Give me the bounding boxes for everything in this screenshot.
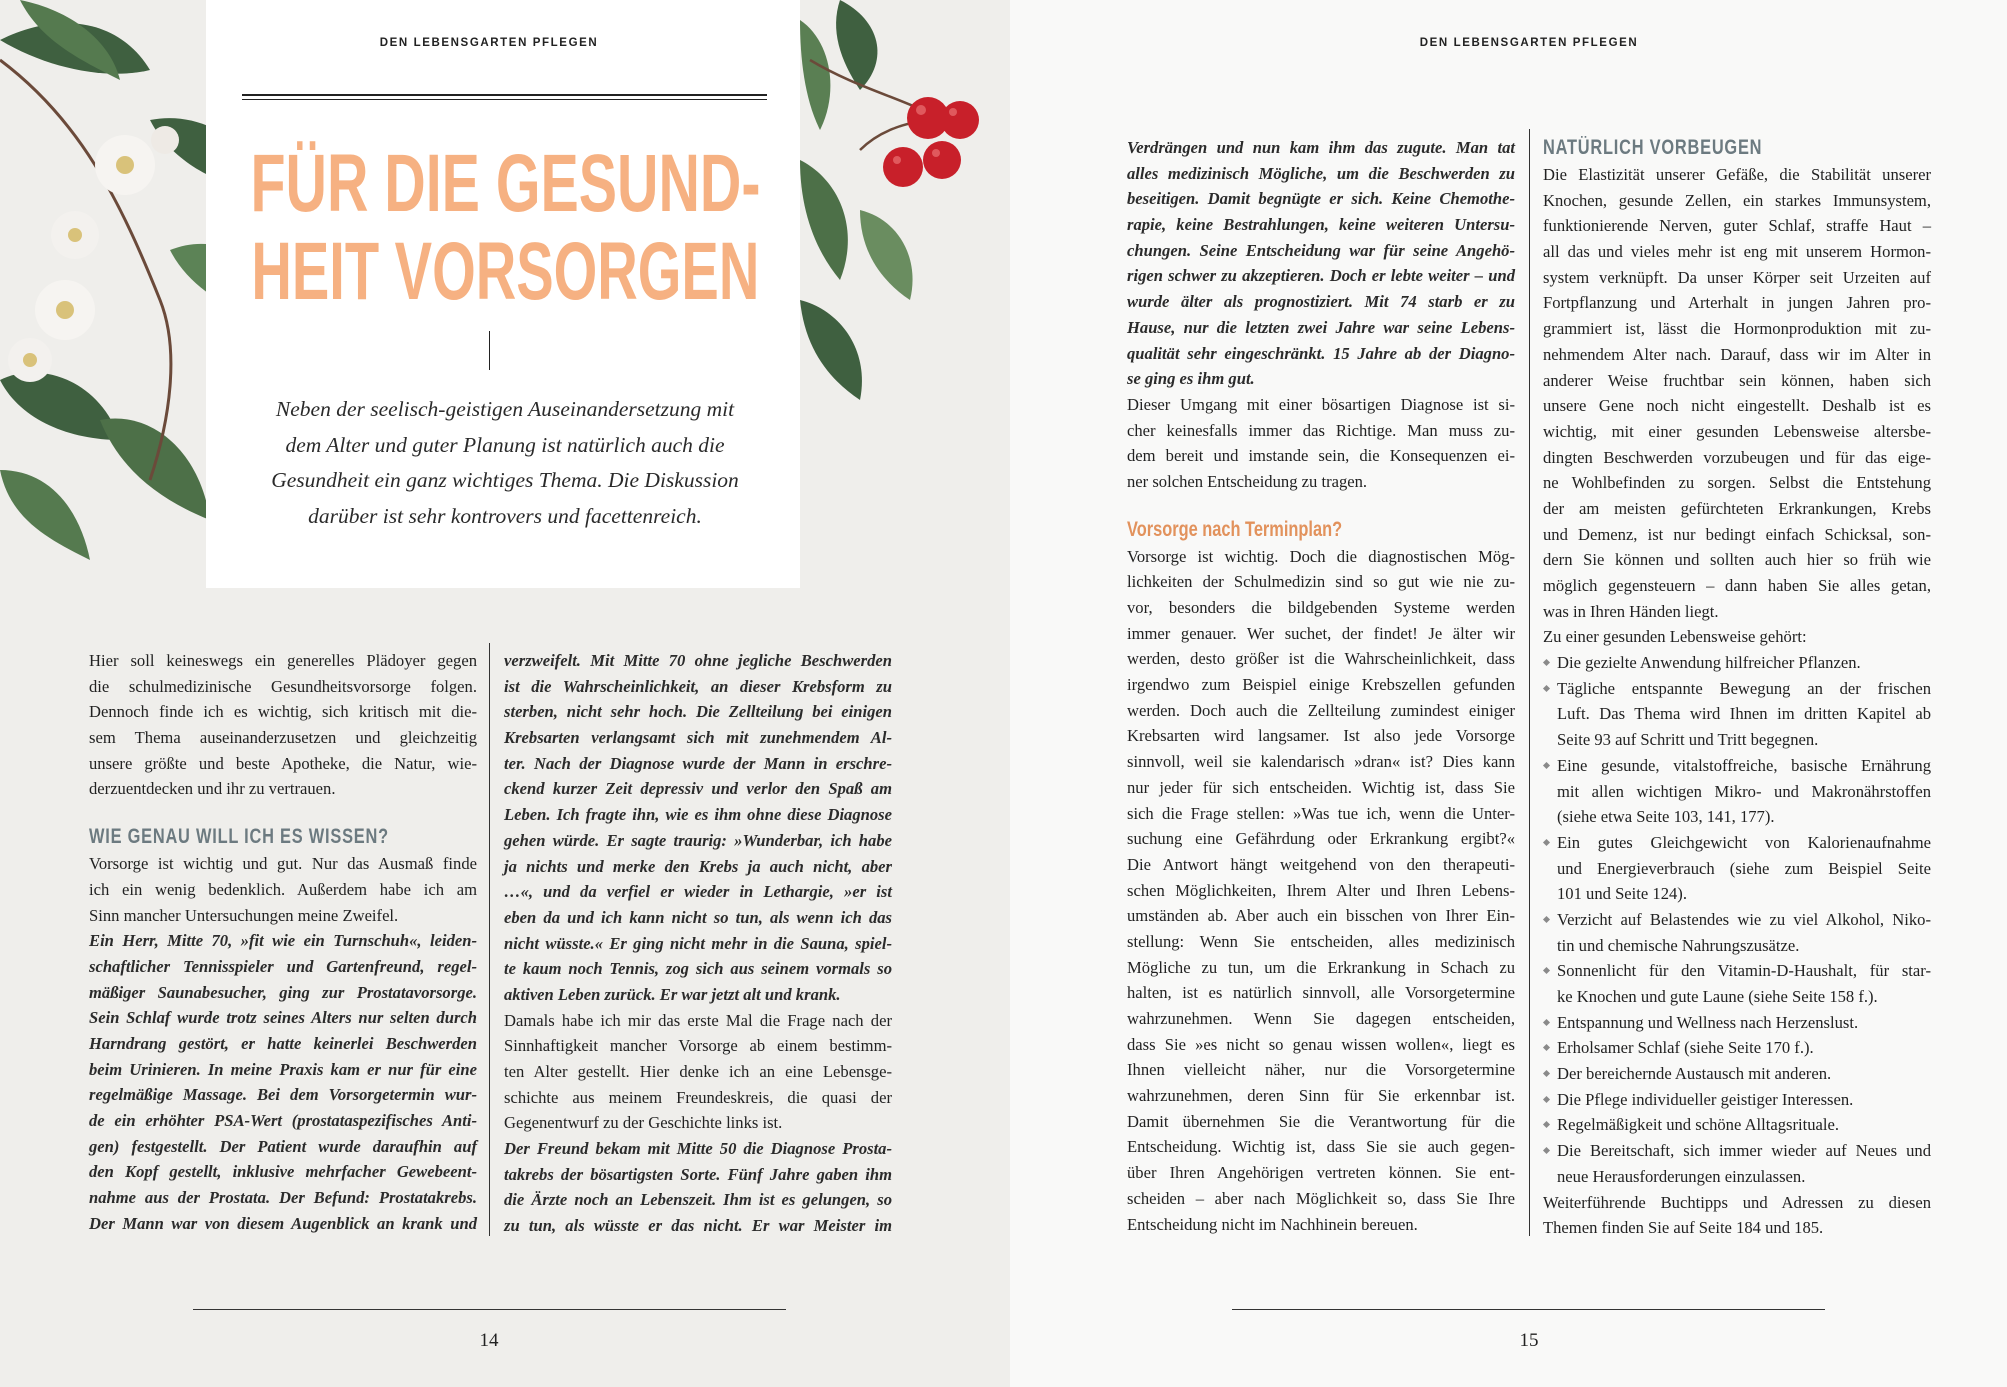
text-line: schen Möglichkeiten, Ihrem Alter und Ihren Lebens- — [1127, 880, 1515, 900]
text-line: irgendwo zum Beispiel einige Krebszellen gefunden — [1127, 675, 1515, 695]
text-line: cher keinesfalls immer das Richtige. Man muss zu- — [1127, 420, 1515, 440]
text-line: Seite 93 auf Schritt und Tritt begegnen. — [1557, 730, 1819, 750]
text-line: Der Mann war von diesem Augenblick an krank und — [89, 1213, 477, 1233]
text-line: regelmäßige Massage. Bei dem Vorsorgetermin wur- — [89, 1085, 477, 1105]
section-heading-text: Vorsorge nach Terminplan? — [1127, 517, 1343, 541]
text-line: mäßiger Saunabesucher, ging zur Prostatavorsorge. — [89, 982, 477, 1002]
text-line: unsere größte und beste Apotheke, die Natur, wie- — [89, 753, 477, 773]
text-line: Erholsamer Schlaf (siehe Seite 170 f.). — [1557, 1038, 1814, 1058]
case-study-paragraph — [504, 648, 892, 1008]
text-line: dass Sie »es nicht so genau wissen wollen«, liegt es — [1127, 1034, 1515, 1054]
text-line: umständen ab. Aber auch ein bisschen von Ihrer Ein- — [1127, 906, 1515, 926]
text-line: gen) festgestellt. Der Patient wurde daraufhin auf — [89, 1136, 477, 1156]
bullet-diamond-icon — [1543, 1070, 1550, 1077]
section-heading — [1127, 515, 1515, 544]
list-item — [1543, 907, 1931, 958]
text-column — [1127, 135, 1515, 1237]
text-line: tin und chemische Nahrungszusätze. — [1557, 935, 1800, 955]
text-line: Hause, nur die letzten zwei Jahre war seine Lebens- — [1127, 317, 1515, 337]
list-item — [1543, 1138, 1931, 1189]
text-line: sinnvoll, weil sie kalendarisch »dran« ist? Dies kann — [1127, 752, 1515, 772]
list-item — [1543, 830, 1931, 907]
paragraph — [1543, 162, 1931, 624]
text-line: möglich gegensteuern – dann haben Sie alles getan, — [1543, 576, 1931, 595]
paragraph — [1127, 544, 1515, 1238]
text-line: Der bereichernde Austausch mit anderen. — [1557, 1064, 1832, 1084]
paragraph — [1543, 624, 1931, 650]
text-line: rapie, keine Bestrahlungen, keine weiteren Untersu- — [1127, 215, 1515, 235]
text-line: 101 und Seite 124). — [1557, 884, 1687, 904]
text-line: Sein Schlaf wurde trotz seines Alters nur selten durch — [89, 1008, 477, 1028]
footer-rule-right — [1232, 1309, 1825, 1310]
bullet-diamond-icon — [1543, 762, 1550, 769]
text-line: sterben, nicht sehr hoch. Die Zellteilung bei einigen — [504, 702, 892, 722]
section-heading — [1543, 133, 1931, 162]
text-line: Sonnenlicht für den Vitamin-D-Haushalt, für star- — [1557, 961, 1931, 981]
paragraph — [89, 851, 477, 928]
text-line: Verzicht auf Belastendes wie zu viel Alkohol, Niko- — [1557, 909, 1931, 929]
text-line: wahrzunehmen. Wenn Sie dagegen entscheiden, — [1127, 1009, 1515, 1028]
list-item — [1543, 1035, 1931, 1061]
text-line: de ein erhöhter PSA-Wert (prostataspezifisches Anti- — [89, 1111, 477, 1130]
text-line: Weiterführende Buchtipps und Adressen zu diesen — [1543, 1192, 1931, 1212]
case-study-paragraph — [1127, 135, 1515, 392]
text-line: sem Thema auseinanderzusetzen und gleichzeitig — [89, 728, 477, 748]
text-line: unsere Gene noch nicht eingestellt. Deshalb ist es — [1543, 396, 1931, 416]
text-line: der am meisten gefürchteten Erkrankungen, Krebs — [1543, 498, 1931, 518]
text-line: Vorsorge ist wichtig. Doch die diagnostischen Mög- — [1127, 546, 1515, 566]
running-head-left: DEN LEBENSGARTEN PFLEGEN — [379, 37, 599, 49]
text-line: aktiven Leben zurück. Er war jetzt alt und krank. — [504, 984, 841, 1004]
text-line: die schulmedizinische Gesundheitsvorsorge folgen. — [89, 676, 477, 696]
text-line: über Ihren Angehörigen vertreten können. Sie ent- — [1127, 1163, 1515, 1183]
text-line: ne Wohlbefinden zu sorgen. Selbst die Entstehung — [1543, 473, 1931, 493]
text-line: Gegenentwurf zu der Geschichte links ist. — [504, 1113, 783, 1133]
chapter-title-text: HEIT VORSORGEN — [251, 226, 760, 317]
text-line: Fortpflanzung und Arterhalt in jungen Jahren pro- — [1543, 293, 1931, 313]
column-divider — [489, 643, 490, 1236]
text-line: Sinn mancher Untersuchungen meine Zweifel. — [89, 905, 399, 925]
paragraph — [1543, 1190, 1931, 1241]
page-number-right: 15 — [1519, 1330, 1539, 1351]
text-line: werden, desto größer ist die Wahrscheinlichkeit, dass — [1127, 649, 1515, 669]
text-line: dem bereit und imstande sein, die Konsequenzen ei- — [1127, 446, 1515, 466]
section-heading — [89, 822, 477, 851]
text-line: vor, besonders die bildgebenden Systeme werden — [1127, 598, 1515, 617]
text-line: system verknüpft. Da unser Körper seit Urzeiten auf — [1543, 267, 1931, 287]
text-line: zu tun, als wüsste er das nicht. Er war Meister im — [504, 1216, 892, 1236]
text-line: funktionierende Nerven, guter Schlaf, straffe Haut – — [1543, 216, 1931, 236]
text-line: Die Pflege individueller geistiger Interessen. — [1557, 1089, 1854, 1109]
text-line: Der Freund bekam mit Mitte 50 die Diagnose Prosta- — [504, 1139, 892, 1159]
text-line: Tägliche entspannte Bewegung an der frischen — [1557, 678, 1931, 698]
chapter-intro — [230, 392, 780, 534]
intro-line: Gesundheit ein ganz wichtiges Thema. Die Diskussion — [271, 468, 739, 492]
bullet-diamond-icon — [1543, 1044, 1550, 1051]
list-item — [1543, 676, 1931, 753]
text-line: halten, ist es natürlich sinnvoll, alle Vorsorgetermine — [1127, 983, 1515, 1003]
text-line: was in Ihren Händen liegt. — [1543, 601, 1719, 621]
text-line: anderer Weise fruchtbar sein können, haben sich — [1543, 370, 1931, 390]
intro-line: dem Alter und guter Planung ist natürlich auch die — [285, 432, 725, 457]
text-line: se ging es ihm gut. — [1127, 369, 1255, 389]
text-line: grammiert ist, lässt die Hormonproduktion mit zu- — [1543, 319, 1931, 339]
section-heading-text: NATÜRLICH VORBEUGEN — [1543, 136, 1763, 159]
text-line: Krebsarten verlangsamt sich mit zunehmendem Al- — [504, 728, 892, 748]
column-divider — [1529, 129, 1530, 1236]
list-item — [1543, 1112, 1931, 1138]
page-number-left: 14 — [479, 1330, 499, 1351]
text-line: (siehe etwa Seite 103, 141, 177). — [1557, 807, 1775, 827]
text-line: stellung: Wenn Sie entscheiden, alles medizinisch — [1127, 931, 1515, 951]
text-line: Die Bereitschaft, sich immer wieder auf Neues und — [1557, 1141, 1931, 1161]
case-study-paragraph — [504, 1136, 892, 1239]
text-line: Luft. Das Thema wird Ihnen im dritten Kapitel ab — [1557, 704, 1931, 724]
text-line: Hier soll keineswegs ein generelles Plädoyer gegen — [89, 651, 477, 670]
text-line: Die Elastizität unserer Gefäße, die Stabilität unserer — [1543, 165, 1931, 184]
text-line: die Ärzte noch an Lebenszeit. Ihm ist es gelungen, so — [504, 1190, 892, 1210]
text-line: ner solchen Entscheidung zu tragen. — [1127, 471, 1368, 491]
bullet-diamond-icon — [1543, 967, 1550, 974]
text-column — [89, 648, 477, 1236]
text-line: eben da und ich kann nicht so tun, als wenn ich das — [504, 907, 892, 927]
bullet-diamond-icon — [1543, 1121, 1550, 1128]
text-line: Entspannung und Wellness nach Herzenslust. — [1557, 1012, 1859, 1032]
text-line: …«, und da verfiel er wieder in Lethargie, »er ist — [504, 882, 892, 902]
text-line: Damit übernehmen Sie die Verantwortung für die — [1127, 1111, 1515, 1131]
text-line: ist die Wahrscheinlichkeit, an dieser Krebsform zu — [504, 676, 892, 696]
text-line: immer genauer. Wer suchet, der findet! Je älter wir — [1127, 623, 1515, 643]
text-line: nahme aus der Prostata. Der Befund: Prostatakrebs. — [89, 1188, 477, 1208]
text-column — [1543, 133, 1931, 1241]
list-item — [1543, 958, 1931, 1009]
paragraph — [1127, 392, 1515, 495]
text-line: nicht wüsste.« Er ging nicht mehr in die Sauna, spiel- — [504, 933, 892, 953]
bullet-diamond-icon — [1543, 839, 1550, 846]
text-line: Verdrängen und nun kam ihm das zugute. Man tat — [1127, 138, 1515, 157]
list-item — [1543, 1061, 1931, 1087]
text-line: Entscheidung. Wichtig ist, dass Sie sie auch gegen- — [1127, 1137, 1515, 1157]
text-line: Krebsarten wird langsamer. Ist also jede Vorsorge — [1127, 726, 1515, 746]
list-item — [1543, 1010, 1931, 1036]
text-line: neue Herausforderungen einzulassen. — [1557, 1166, 1806, 1186]
text-line: und Energieverbrauch (siehe zum Beispiel Seite — [1557, 858, 1931, 878]
bullet-diamond-icon — [1543, 1147, 1550, 1154]
text-line: sich die Frage stellen: »Was tue ich, wenn die Unter- — [1127, 803, 1515, 823]
chapter-title-text: FÜR DIE GESUND- — [250, 138, 761, 229]
text-line: gehen würde. Er sagte traurig: »Wunderbar, ich habe — [504, 830, 892, 850]
text-line: Entscheidung nicht im Nachhinein bereuen. — [1127, 1214, 1418, 1234]
text-line: schaftlicher Tennisspieler und Gartenfreund, regel- — [89, 956, 477, 976]
text-line: wurde älter als prognostiziert. Mit 74 starb er zu — [1127, 292, 1515, 312]
text-line: dern Sie können und sollten auch hier so früh wie — [1543, 550, 1931, 570]
bullet-diamond-icon — [1543, 659, 1550, 666]
text-line: te kaum noch Tennis, zog sich aus seinem vormals so — [504, 959, 892, 979]
section-heading-text: WIE GENAU WILL ICH ES WISSEN? — [89, 825, 389, 849]
text-line: Leben. Ich fragte ihn, wie es ihm ohne diese Diagnose — [504, 805, 892, 825]
text-column — [504, 648, 892, 1239]
text-line: Ihnen vielleicht näher, nur die Vorsorgetermine — [1127, 1060, 1515, 1080]
text-line: scheiden – aber nach Möglichkeit so, dass Sie Ihre — [1127, 1188, 1515, 1208]
text-line: den Kopf gestellt, inklusive mehrfacher Gewebeent- — [89, 1162, 477, 1182]
text-line: chungen. Seine Entscheidung war für seine Angehö- — [1127, 240, 1515, 260]
text-line: werden. Doch auch die Zellteilung zumindest einiger — [1127, 700, 1515, 720]
text-line: verzweifelt. Mit Mitte 70 ohne jegliche Beschwerden — [504, 651, 892, 670]
text-line: mit allen wichtigen Mikro- und Makronährstoffen — [1557, 781, 1931, 801]
text-line: suchung eine Gefährdung oder Erkrankung ergibt?« — [1127, 829, 1515, 849]
text-line: Dennoch finde ich es wichtig, sich kritisch mit die- — [89, 702, 477, 722]
text-line: Sinnhaftigkeit mancher Vorsorge ab einem bestimm- — [504, 1036, 892, 1056]
text-line: lichkeiten der Schulmedizin sind so gut wie nie zu- — [1127, 572, 1515, 592]
paragraph — [504, 1008, 892, 1136]
title-double-rule — [242, 94, 767, 100]
text-line: beim Urinieren. In meine Praxis kam er nur für eine — [89, 1059, 477, 1079]
text-line: alles medizinisch Mögliche, um die Beschwerden zu — [1127, 163, 1515, 183]
text-line: Regelmäßigkeit und schöne Alltagsrituale. — [1557, 1115, 1840, 1135]
text-line: ter. Nach der Diagnose wurde der Mann in erschre- — [504, 753, 892, 773]
text-line: ich ein wenig bedenklich. Außerdem habe ich am — [89, 879, 477, 899]
text-line: nehmendem Alter nach. Darauf, dass wir im Alter in — [1543, 344, 1931, 364]
list-item — [1543, 753, 1931, 830]
bullet-diamond-icon — [1543, 916, 1550, 923]
text-line: Themen finden Sie auf Seite 184 und 185. — [1543, 1218, 1824, 1238]
text-line: all das und vieles mehr ist eng mit unserem Hormon- — [1543, 242, 1931, 262]
case-study-paragraph — [89, 928, 477, 1236]
text-line: Ein gutes Gleichgewicht von Kalorienaufnahme — [1557, 832, 1931, 852]
text-line: Harndrang gestört, er hatte keinerlei Beschwerden — [89, 1033, 477, 1053]
text-line: Zu einer gesunden Lebensweise gehört: — [1543, 627, 1807, 647]
text-line: wahrzunehmen, deren Sinn für Sie erkennbar ist. — [1127, 1086, 1515, 1106]
list-item — [1543, 1087, 1931, 1113]
intro-line: Neben der seelisch-geistigen Auseinandersetzung mit — [275, 397, 735, 421]
text-line: schichte aus meinem Freundeskreis, die quasi der — [504, 1087, 892, 1107]
text-line: rigen schwer zu akzeptieren. Doch er lebte weiter – und — [1127, 266, 1515, 286]
text-line: beseitigen. Damit begnügte er sich. Keine Chemothe- — [1127, 189, 1515, 209]
bullet-diamond-icon — [1543, 1019, 1550, 1026]
text-line: ckend kurzer Zeit depressiv und verlor den Spaß am — [504, 779, 892, 799]
text-line: qualität sehr eingeschränkt. 15 Jahre ab der Diagno- — [1127, 343, 1515, 363]
text-line: ke Knochen und gute Laune (siehe Seite 158 f.). — [1557, 987, 1878, 1006]
text-line: Knochen, gesunde Zellen, ein starkes Immunsystem, — [1543, 190, 1931, 210]
running-head-right: DEN LEBENSGARTEN PFLEGEN — [1419, 37, 1639, 49]
text-line: wichtig, mit einer gesunden Lebensweise altersbe- — [1543, 421, 1931, 441]
text-line: und Demenz, ist nur bedingt einfach Schicksal, son- — [1543, 524, 1931, 544]
text-line: Dieser Umgang mit einer bösartigen Diagnose ist si- — [1127, 394, 1515, 414]
list-item — [1543, 650, 1931, 676]
text-line: Die gezielte Anwendung hilfreicher Pflanzen. — [1557, 653, 1861, 673]
text-line: Vorsorge ist wichtig und gut. Nur das Ausmaß finde — [89, 854, 477, 874]
text-line: Damals habe ich mir das erste Mal die Frage nach der — [504, 1010, 892, 1030]
text-line: nur jeder für sich entscheiden. Wichtig ist, dass Sie — [1127, 777, 1515, 797]
title-divider — [489, 331, 490, 370]
text-line: ten Alter gestellt. Hier denke ich an eine Lebensge- — [504, 1062, 892, 1081]
text-line: Eine gesunde, vitalstoffreiche, basische Ernährung — [1557, 755, 1931, 775]
text-line: Mögliche zu tun, um die Erkrankung in Schach zu — [1127, 957, 1515, 977]
bullet-diamond-icon — [1543, 685, 1550, 692]
paragraph — [89, 648, 477, 802]
text-line: takrebs der bösartigsten Sorte. Fünf Jahre gaben ihm — [504, 1164, 892, 1184]
text-line: derzuentdecken und ihr zu vertrauen. — [89, 779, 336, 799]
text-line: Ein Herr, Mitte 70, »fit wie ein Turnschuh«, leiden- — [89, 931, 477, 951]
footer-rule-left — [193, 1309, 786, 1310]
intro-line: darüber ist sehr kontrovers und facettenreich. — [308, 503, 702, 528]
text-line: dingten Beschwerden vorzubeugen und für das eige- — [1543, 447, 1931, 467]
bullet-diamond-icon — [1543, 1096, 1550, 1103]
text-line: Die Antwort hängt weitgehend von den therapeuti- — [1127, 854, 1515, 874]
text-line: ja nichts und merke den Krebs ja auch nicht, aber — [504, 856, 892, 876]
